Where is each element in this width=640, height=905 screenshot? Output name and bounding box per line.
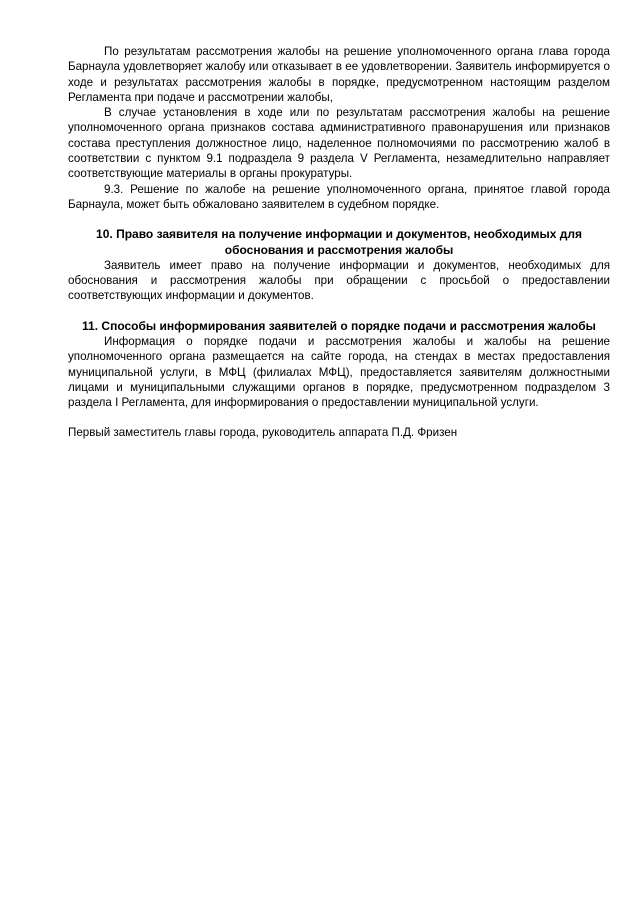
document-page	[68, 44, 610, 440]
section-10-heading: 10. Право заявителя на получение информации и документов, необходимых для обоснования и рассмотрения жалобы	[96, 227, 582, 257]
paragraph-informing-methods: Информация о порядке подачи и рассмотрения жалобы и жалобы на решение уполномоченного органа размещается на сайте города, на стендах в местах предоставления муниципальной услуги, в МФЦ (филиалах МФЦ), предоставляется заявителям должностными лицами и муниципальными служащими органов в порядке, предусмотренном подразделом 3 раздела I Регламента, для информирования о предоставлении муниципальной услуги.	[68, 335, 610, 410]
paragraph-appeal-in-court: 9.3. Решение по жалобе на решение уполномоченного органа, принятое главой города Барнаула, может быть обжаловано заявителем в судебном порядке.	[68, 182, 610, 211]
spacer	[68, 212, 610, 227]
spacer	[68, 411, 610, 425]
signature-line: Первый заместитель главы города, руководитель аппарата П.Д. Фризен	[68, 425, 458, 439]
paragraph-right-to-information: Заявитель имеет право на получение информации и документов, необходимых для обоснования и рассмотрения жалобы при обращении с просьбой о предоставлении соответствующих информации и документов.	[68, 258, 610, 303]
paragraph-violation-signs: В случае установления в ходе или по результатам рассмотрения жалобы на решение уполномоченного органа признаков состава административного правонарушения или признаков состава преступления должностное лицо, наделенное полномочиями по рассмотрению жалоб в соответствии с пунктом 9.1 подраздела 9 раздела V Регламента, незамедлительно направляет соответствующие материалы в органы прокуратуры.	[68, 106, 610, 181]
spacer	[68, 304, 610, 319]
paragraph-complaint-result: По результатам рассмотрения жалобы на решение уполномоченного органа глава города Барнаула удовлетворяет жалобу или отказывает в ее удовлетворении. Заявитель информируется о ходе и результатах рассмотрения жалобы в порядке, предусмотренном настоящим разделом Регламента при подаче и рассмотрении жалобы,	[68, 45, 610, 104]
section-11-heading: 11. Способы информирования заявителей о порядке подачи и рассмотрения жалобы	[82, 318, 596, 333]
